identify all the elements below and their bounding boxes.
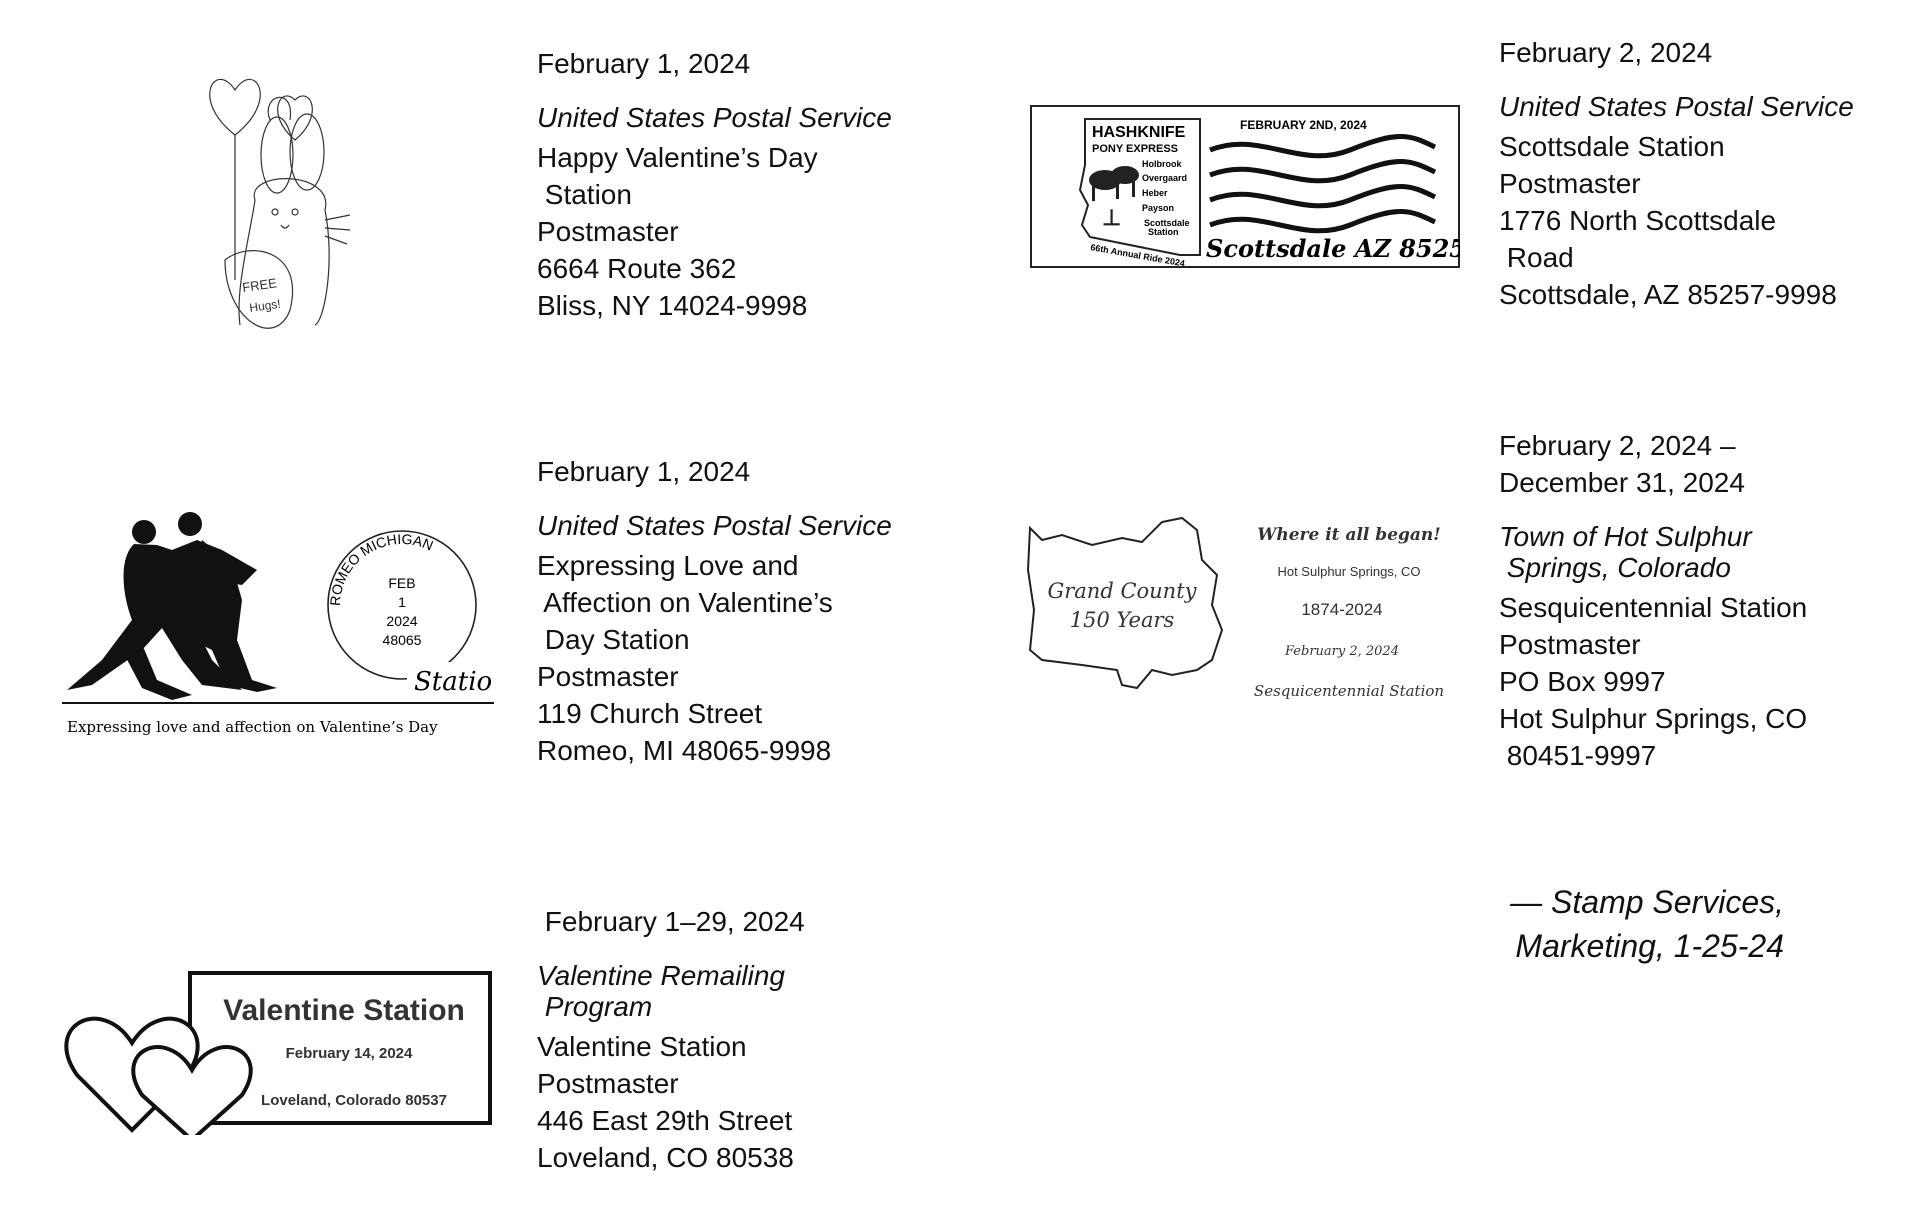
postmark-day: 1 — [398, 594, 406, 610]
town-name: Payson — [1142, 203, 1175, 213]
address-line: Day Station — [537, 624, 690, 655]
address-line: Hot Sulphur Springs, CO — [1499, 703, 1808, 734]
credit-line: Marketing, 1-25-24 — [1515, 928, 1784, 964]
pony-express-title: PONY EXPRESS — [1092, 143, 1178, 155]
address-line: PO Box 9997 — [1499, 666, 1666, 697]
grand-county-map-icon — [1028, 518, 1222, 688]
entry-date: February 1–29, 2024 — [537, 906, 805, 937]
entry-hot-sulphur — [1499, 427, 1807, 774]
postmark-month: FEB — [388, 575, 416, 591]
address-line: 1776 North Scottsdale — [1499, 205, 1777, 236]
address-line: Sesquicentennial Station — [1499, 592, 1808, 623]
address-line: Bliss, NY 14024-9998 — [537, 290, 808, 321]
address-line: Road — [1499, 242, 1574, 273]
address-line: Happy Valentine’s Day — [537, 142, 818, 173]
entry-organization: Valentine Remailing Program — [537, 960, 785, 1022]
hot-sulphur-cancellation-image — [1022, 510, 1454, 720]
town-name: Scottsdale — [1144, 218, 1190, 228]
map-label-2: 150 Years — [1069, 608, 1175, 632]
postmark-zip: 48065 — [382, 632, 422, 648]
entry-date: February 2, 2024 – December 31, 2024 — [1499, 430, 1745, 498]
address-line: Affection on Valentine’s — [537, 587, 833, 618]
entry-romeo — [537, 453, 892, 769]
hugs-text: Hugs! — [248, 296, 282, 315]
entry-date: February 1, 2024 — [537, 48, 751, 79]
cancel-date: FEBRUARY 2ND, 2024 — [1240, 118, 1367, 132]
romeo-caption: Expressing love and affection on Valentine’s Day — [67, 718, 438, 736]
entry-loveland — [537, 903, 805, 1176]
cancel-place: Loveland, Colorado 80537 — [261, 1092, 447, 1109]
town-name: Station — [1148, 227, 1179, 237]
town-name: Holbrook — [1142, 159, 1182, 169]
address-line: Romeo, MI 48065-9998 — [537, 735, 832, 766]
svg-text:⊥: ⊥ — [1102, 205, 1122, 230]
postmark-arc-textpath: ROMEO MICHIGAN — [326, 530, 436, 607]
cancel-date: February 2, 2024 — [1285, 644, 1399, 659]
address-line: 80451-9997 — [1499, 740, 1657, 771]
address-line: Loveland, CO 80538 — [537, 1142, 794, 1173]
entry-date: February 2, 2024 — [1499, 37, 1713, 68]
entry-date: February 1, 2024 — [537, 456, 751, 487]
cancel-title: Valentine Station — [223, 994, 465, 1027]
cancel-years: 1874-2024 — [1301, 600, 1383, 619]
credit-line: — Stamp Services, — [1510, 884, 1784, 920]
scottsdale-cancellation-image — [1030, 105, 1460, 268]
address-line: Station — [537, 179, 632, 210]
address-line: 119 Church Street — [537, 698, 763, 729]
bunny-drawing-icon — [195, 60, 355, 332]
postmark-station: Statio — [414, 667, 493, 697]
entry-organization: United States Postal Service — [537, 510, 892, 541]
ride-text: 66th Annual Ride 2024 — [1089, 242, 1186, 268]
address-line: Postmaster — [1499, 629, 1641, 660]
postmark-arc-text — [327, 531, 436, 607]
address-line: Postmaster — [537, 216, 679, 247]
cancel-place: Hot Sulphur Springs, CO — [1277, 564, 1421, 579]
entry-scottsdale — [1499, 34, 1854, 313]
town-name: Overgaard — [1142, 173, 1188, 183]
entry-organization: Town of Hot Sulphur Springs, Colorado — [1499, 521, 1752, 583]
entry-bliss — [537, 45, 892, 324]
cancel-date: February 14, 2024 — [285, 1045, 413, 1062]
free-text: FREE — [241, 275, 278, 295]
address-line: Postmaster — [537, 1068, 679, 1099]
address-line: 446 East 29th Street — [537, 1105, 793, 1136]
credit-block — [1510, 880, 1784, 968]
town-name: Heber — [1142, 188, 1168, 198]
where-it-all-began: Where it all began! — [1257, 525, 1441, 545]
romeo-cancellation-image — [62, 510, 494, 740]
address-line: Postmaster — [1499, 168, 1641, 199]
cancel-station: Sesquicentennial Station — [1253, 682, 1445, 700]
address-line: Scottsdale, AZ 85257-9998 — [1499, 279, 1837, 310]
dancing-couple-icon — [67, 512, 277, 700]
address-line: Scottsdale Station — [1499, 131, 1725, 162]
scottsdale-signature: Scottsdale AZ 85257 — [1206, 234, 1460, 263]
address-line: Expressing Love and — [537, 550, 799, 581]
postmark-year: 2024 — [386, 613, 418, 629]
bliss-cancellation-image — [195, 60, 355, 332]
map-label-1: Grand County — [1047, 579, 1197, 603]
loveland-cancellation-image — [62, 965, 494, 1135]
address-line: Postmaster — [537, 661, 679, 692]
address-line: 6664 Route 362 — [537, 253, 737, 284]
hashknife-title: HASHKNIFE — [1092, 124, 1186, 141]
entry-organization: United States Postal Service — [537, 102, 892, 133]
address-line: Valentine Station — [537, 1031, 747, 1062]
entry-organization: United States Postal Service — [1499, 91, 1854, 122]
